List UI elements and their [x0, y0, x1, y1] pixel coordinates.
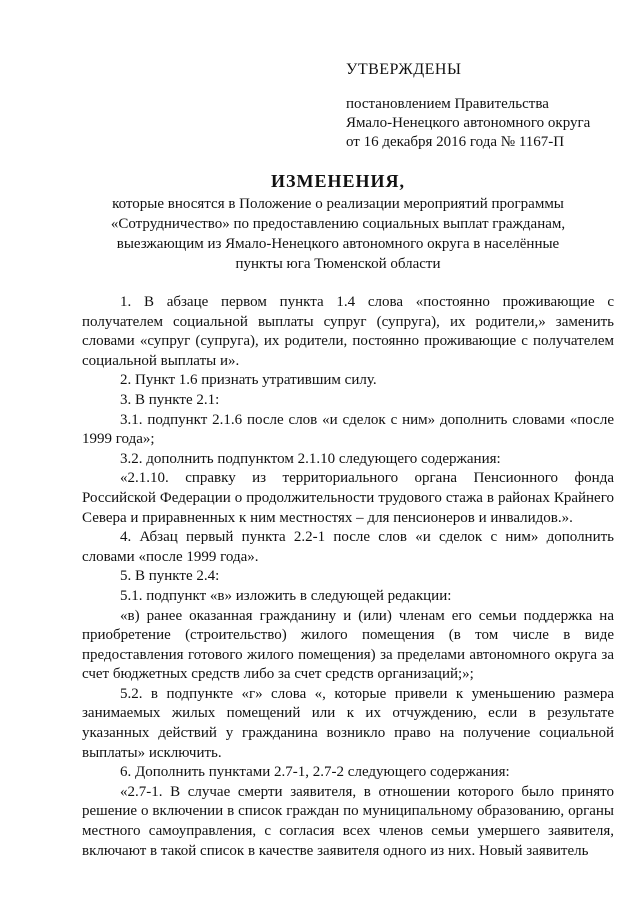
- paragraph-5-1: 5.1. подпункт «в» изложить в следующей редакции:: [120, 587, 452, 604]
- paragraph-3: 3. В пункте 2.1:: [120, 391, 220, 408]
- approval-title: УТВЕРЖДЕНЫ: [346, 61, 462, 78]
- document-subtitle-line: выезжающим из Ямало-Ненецкого автономного округа в населённые: [116, 236, 560, 252]
- document-subtitle-line: которые вносятся в Положение о реализации мероприятий программы: [112, 196, 564, 212]
- approval-line-resolution: постановлением Правительства: [346, 96, 549, 112]
- approval-block: [346, 61, 626, 152]
- paragraph-5-1-text: «в) ранее оказанная гражданину и (или) членам его семьи поддержка на приобретение (строительство) жилого помещения (в том числе в виде предоставления готового жилого помещения) за пределами автономного округа за счет бюджетных средств либо за счет средств организаций;»;: [82, 607, 614, 683]
- paragraph-2-1-10: «2.1.10. справку из территориального органа Пенсионного фонда Российской Федерации о продолжительности трудового стажа в районах Крайнего Севера и приравненных к ним местностях – для пенсионеров и инвалидов.».: [82, 470, 614, 526]
- document-body: [82, 293, 614, 861]
- document-subtitle-line: пункты юга Тюменской области: [235, 256, 441, 272]
- paragraph-5-2: 5.2. в подпункте «г» слова «, которые привели к уменьшению размера занимаемых жилых помещений или к их отчуждению, если в результате указанных действий у гражданина возникло право на получение социальной выплаты» исключить.: [82, 685, 614, 761]
- document-subtitle-line: «Сотрудничество» по предоставлению социальных выплат гражданам,: [110, 216, 566, 232]
- document-title: ИЗМЕНЕНИЯ,: [270, 171, 405, 191]
- paragraph-6: 6. Дополнить пунктами 2.7-1, 2.7-2 следующего содержания:: [120, 764, 510, 781]
- paragraph-2-7-1: «2.7-1. В случае смерти заявителя, в отношении которого было принято решение о включении в список граждан по муниципальному образованию, органы местного самоуправления, с согласия всех членов семьи умершего заявителя, включают в такой список в качестве заявителя одного из них. Новый заявитель: [82, 783, 614, 859]
- document-heading: [60, 170, 616, 274]
- approval-line-region: Ямало-Ненецкого автономного округа: [346, 115, 591, 131]
- paragraph-2: 2. Пункт 1.6 признать утратившим силу.: [120, 372, 377, 389]
- approval-line-date: от 16 декабря 2016 года № 1167-П: [346, 134, 565, 150]
- paragraph-3-2: 3.2. дополнить подпунктом 2.1.10 следующего содержания:: [120, 450, 501, 467]
- paragraph-1: 1. В абзаце первом пункта 1.4 слова «постоянно проживающие с получателем социальной выплаты супруг (супруга), их родители,» заменить словами «супруг (супруга), их родители, постоянно проживающие с получателем социальной выплаты и».: [82, 294, 614, 369]
- paragraph-3-1: 3.1. подпункт 2.1.6 после слов «и сделок с ним» дополнить словами «после 1999 года»;: [82, 411, 614, 448]
- paragraph-4: 4. Абзац первый пункта 2.2-1 после слов «и сделок с ним» дополнить словами «после 1999 года».: [82, 529, 614, 565]
- paragraph-5: 5. В пункте 2.4:: [120, 568, 220, 585]
